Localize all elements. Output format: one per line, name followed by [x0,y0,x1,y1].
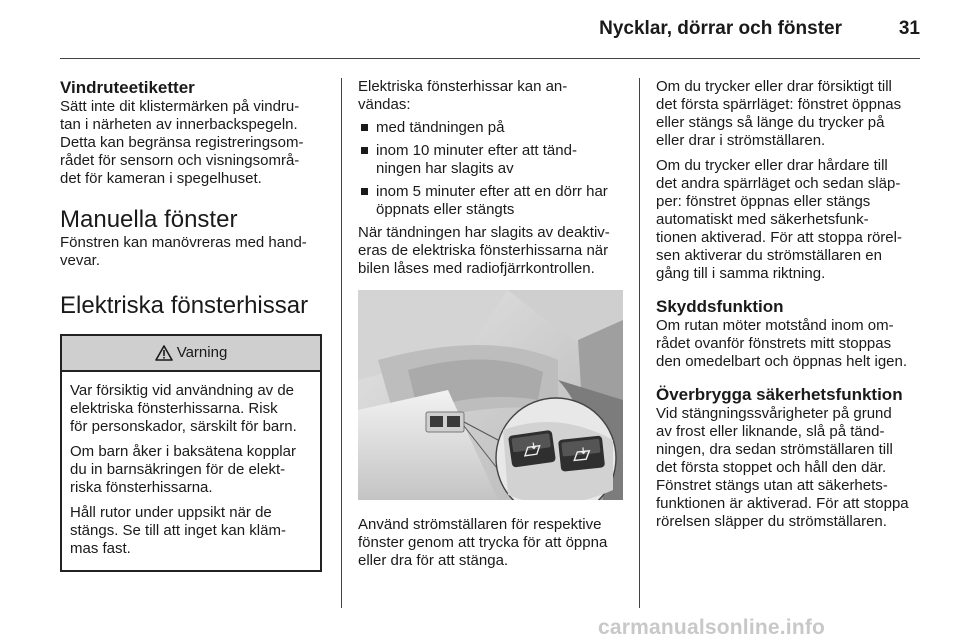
heading-vindruteetiketter: Vindruteetiketter [60,78,195,97]
warning-title: Varning [176,344,228,361]
warning-body [62,372,320,570]
running-title: Nycklar, dörrar och fönster [599,18,842,39]
column-divider-right [639,78,640,608]
warning-paragraph-1: Var försiktig vid användning av de elektriska fönsterhissarna. Risk för personskador, särskilt för barn. [70,382,297,435]
paragraph-manuella: Fönstren kan manövreras med hand- vevar. [60,234,307,269]
heading-skyddsfunktion: Skyddsfunktion [656,297,784,316]
list-item: inom 5 minuter efter att en dörr har öppnats eller stängts [358,183,623,219]
warning-box [60,334,322,572]
paragraph-first-stop: Om du trycker eller drar försiktigt till det första spärrläget: fönstret öppnas eller stängs så länge du trycker på eller drar i strömställaren. [656,78,902,149]
heading-elektriska-fonsterhissar: Elektriska fönsterhissar [60,292,309,319]
warning-paragraph-2: Om barn åker i baksätena kopplar du in barnsäkringen för de elekt- riska fönsterhissarna. [70,443,296,496]
warning-paragraph-3: Håll rutor under uppsikt när de stängs. Se till att inget kan kläm- mas fast. [70,504,286,557]
column-middle [358,78,623,570]
paragraph-vindrute: Sätt inte dit klistermärken på vindru- tan i närheten av innerbackspegeln. Detta kan begränsa registreringsom- rådet för sensorn och visningsområ- det för kameran i spegelhuset. [60,98,304,187]
list-item: med tändningen på [358,119,623,137]
bullet-list [358,119,623,219]
column-divider-left [341,78,342,608]
paragraph-second-stop: Om du trycker eller drar hårdare till det andra spärrläget och sedan släp- per: fönstret öppnas eller stängs automatiskt med säkerhetsfunk- tionen aktiverad. För att stoppa rörel- sen aktiverar du strömställaren en gång till i samma riktning. [656,157,902,282]
heading-manuella-fonster: Manuella fönster [60,206,238,233]
paragraph-lock: När tändningen har slagits av deaktiv- eras de elektriska fönsterhissarna när bilen låses med radiofjärrkontrollen. [358,224,610,277]
column-right [656,78,922,531]
window-switch-illustration [358,290,623,500]
heading-overbrygga: Överbrygga säkerhetsfunktion [656,385,903,404]
page-number: 31 [898,18,920,39]
paragraph-skydd: Om rutan möter motstånd inom om- rådet ovanför fönstrets mitt stoppas den omedelbart och öppnas helt igen. [656,317,908,370]
warning-header [62,336,320,372]
list-item: inom 10 minuter efter att tänd- ningen har slagits av [358,142,623,178]
watermark: carmanualsonline.info [598,616,826,639]
warning-triangle-icon [155,345,173,361]
paragraph-intro: Elektriska fönsterhissar kan an- vändas: [358,78,568,113]
paragraph-overbrygga: Vid stängningssvårigheter på grund av frost eller liknande, slå på tänd- ningen, dra sedan strömställaren till det första stoppet och håll den där. Fönstret stängs utan att säkerhets- funktionen är aktiverad. För att stoppa rörelsen släpper du strömställaren. [656,405,909,530]
figure-caption: Använd strömställaren för respektive fönster genom att trycka för att öppna eller dra för att stänga. [358,516,608,569]
header-divider [60,58,920,59]
column-left [60,78,322,572]
